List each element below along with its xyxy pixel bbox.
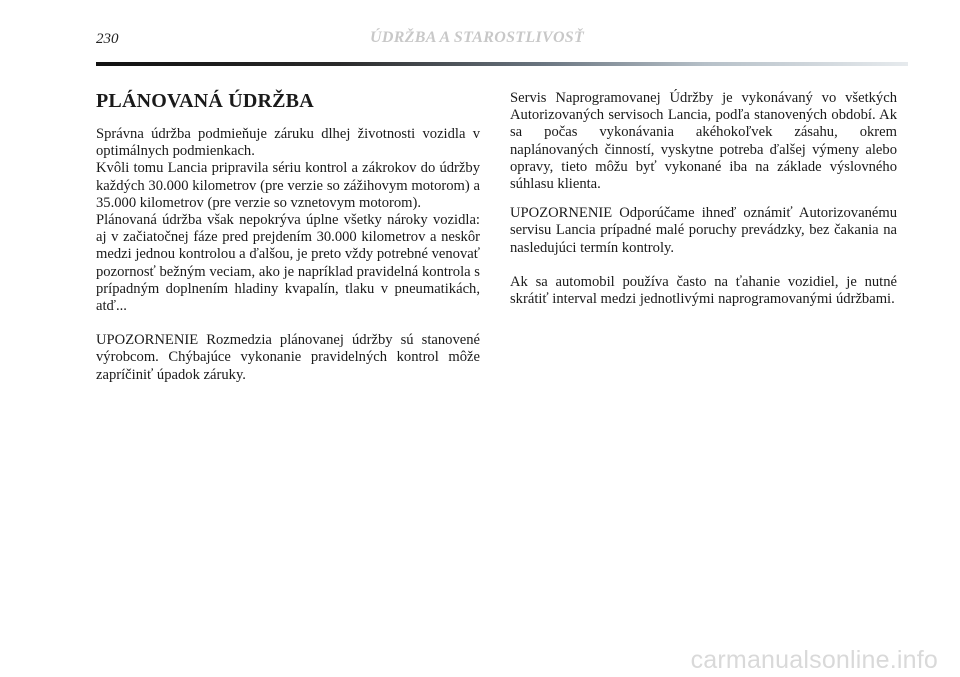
page-number: 230: [96, 31, 119, 47]
watermark: carmanualsonline.info: [690, 646, 938, 674]
warning-paragraph: UPOZORNENIE Rozmedzia plánovanej údržby sú stanovené výrobcom. Chýbajúce vykonanie pravidelných kontrol môže zapríčiniť úpadok záruky.: [96, 332, 480, 383]
paragraph-regular-checks: Plánovaná údržba však nepokrýva úplne všetky nároky vozidla: aj v začiatočnej fáze pred prejdením 30.000 kilometrov a neskôr medzi jednou kontrolou a ďalšou, je preto vždy potrebné venovať pozornosť bežným veciam, ako je napríklad pravidelná kontrola s prípadným doplnením hladiny kvapalín, tlaku v pneumatikách, atď...: [96, 212, 480, 315]
paragraph-intervals: Kvôli tomu Lancia pripravila sériu kontrol a zákrokov do údržby každých 30.000 kilometrov (pre verzie so zážihovym motorom) a 35.000 kilometrov (pre verzie so vznetovym motorom).: [96, 160, 480, 211]
section-title: PLÁNOVANÁ ÚDRŽBA: [96, 90, 314, 112]
paragraph-service: Servis Naprogramovanej Údržby je vykonávaný vo všetkých Autorizovaných servisoch Lancia, podľa stanovených období. Ak sa počas vykonávania akéhokoľvek zásahu, okrem naplánovaných činností, vyskytne potreba ďalšej výmeny alebo opravy, tieto môžu byť vykonané iba na základe výslovného súhlasu klienta.: [510, 90, 897, 193]
left-column: [96, 90, 480, 384]
warning-paragraph-notify: UPOZORNENIE Odporúčame ihneď oznámiť Autorizovanému servisu Lancia prípadné malé poruchy prevádzky, bez čakania na nasledujúci termín kontroly.: [510, 205, 897, 256]
paragraph-towing: Ak sa automobil používa často na ťahanie vozidiel, je nutné skrátiť interval medzi jednotlivými naprogramovanými údržbami.: [510, 273, 897, 308]
header-rule: [96, 62, 908, 66]
paragraph-intro: Správna údržba podmieňuje záruku dlhej životnosti vozidla v optimálnych podmienkach.: [96, 126, 480, 160]
running-title: ÚDRŽBA A STAROSTLIVOSŤ: [370, 29, 585, 46]
right-column: [510, 90, 897, 308]
